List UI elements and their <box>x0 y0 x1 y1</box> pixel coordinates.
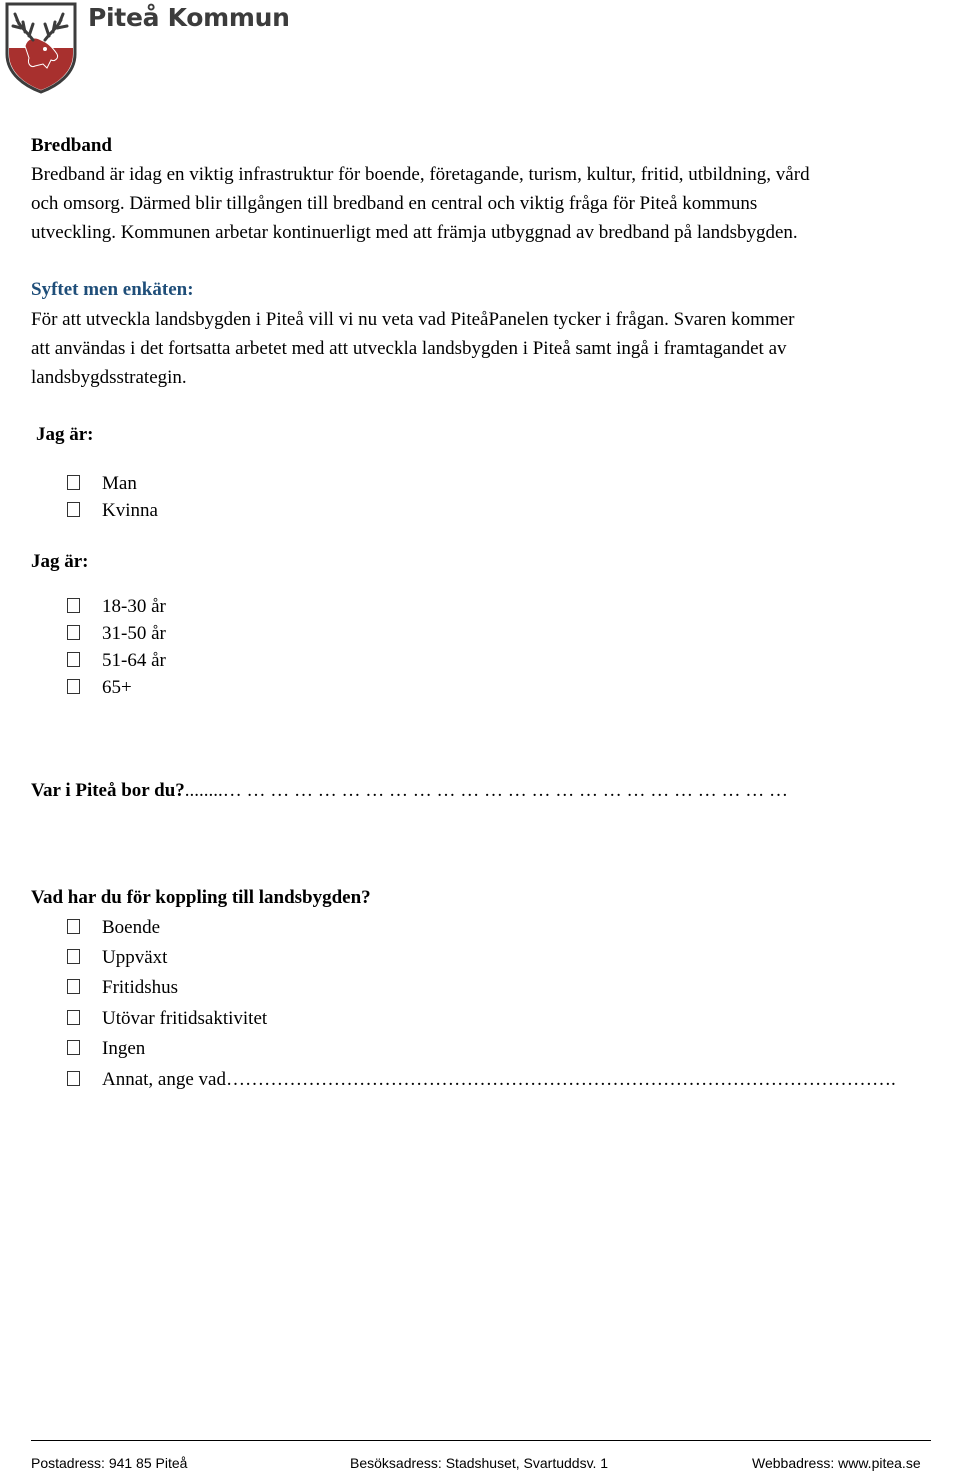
option-label: Fritidshus <box>102 977 179 998</box>
footer-divider <box>31 1440 931 1441</box>
checkbox[interactable] <box>67 1010 80 1025</box>
syfte-line: landsbygdsstrategin. <box>31 367 187 388</box>
syfte-heading: Syftet men enkäten: <box>31 279 194 300</box>
syfte-line: För att utveckla landsbygden i Piteå vill vi nu veta vad PiteåPanelen tycker i frågan. Svaren kommer <box>31 309 795 330</box>
checkbox[interactable] <box>67 919 80 934</box>
checkbox[interactable] <box>67 625 80 640</box>
connection-option-annat[interactable] <box>67 1068 896 1092</box>
option-label: Utövar fritidsaktivitet <box>102 1008 268 1029</box>
footer-webbadress[interactable]: Webbadress: www.pitea.se <box>752 1455 921 1471</box>
footer-postadress: Postadress: 941 85 Piteå <box>31 1455 188 1471</box>
bredband-line: och omsorg. Därmed blir tillgången till bredband en central och viktig fråga för Piteå kommuns <box>31 193 758 214</box>
option-label: 18-30 år <box>102 596 166 617</box>
checkbox[interactable] <box>67 652 80 667</box>
option-label: 31-50 år <box>102 623 166 644</box>
checkbox[interactable] <box>67 949 80 964</box>
age-option-31-50[interactable] <box>67 622 166 646</box>
brand-name: Piteå Kommun <box>88 3 290 32</box>
location-answer-line[interactable]: ........… … … … … … … … … … … … … … … … … … … … … … … … <box>184 780 789 801</box>
gender-option-kvinna[interactable] <box>67 499 158 523</box>
connection-question-label: Vad har du för koppling till landsbygden? <box>31 887 371 908</box>
connection-option-uppvaxt[interactable] <box>67 946 167 970</box>
option-label: 51-64 år <box>102 650 166 671</box>
checkbox[interactable] <box>67 1040 80 1055</box>
age-option-65-plus[interactable] <box>67 676 132 700</box>
option-label: Ingen <box>102 1038 146 1059</box>
footer-besoksadress: Besöksadress: Stadshuset, Svartuddsv. 1 <box>350 1455 609 1471</box>
connection-option-fritidsaktivitet[interactable] <box>67 1007 267 1031</box>
option-label: Man <box>102 473 137 494</box>
checkbox[interactable] <box>67 475 80 490</box>
option-label: Kvinna <box>102 500 158 521</box>
age-option-18-30[interactable] <box>67 595 166 619</box>
age-question-label: Jag är: <box>31 551 89 572</box>
checkbox[interactable] <box>67 502 80 517</box>
connection-option-boende[interactable] <box>67 916 160 940</box>
bredband-line: utveckling. Kommunen arbetar kontinuerligt med att främja utbyggnad av bredband på landsbygden. <box>31 222 798 243</box>
gender-question-label: Jag är: <box>36 424 94 445</box>
location-question-label: Var i Piteå bor du? <box>31 780 185 801</box>
checkbox[interactable] <box>67 1071 80 1086</box>
reindeer-crest-icon <box>5 2 77 94</box>
option-label: Uppväxt <box>102 947 168 968</box>
location-question[interactable] <box>31 779 788 803</box>
checkbox[interactable] <box>67 979 80 994</box>
bredband-line: Bredband är idag en viktig infrastruktur för boende, företagande, turism, kultur, fritid, utbildning, vård <box>31 164 810 185</box>
other-answer-line[interactable]: ……………………………………………………………………………………………. <box>225 1069 896 1090</box>
connection-option-fritidshus[interactable] <box>67 976 178 1000</box>
bredband-paragraph <box>31 160 931 247</box>
option-label: Boende <box>102 917 161 938</box>
syfte-line: att användas i det fortsatta arbetet med att utveckla landsbygden i Piteå samt ingå i framtagandet av <box>31 338 787 359</box>
age-option-51-64[interactable] <box>67 649 166 673</box>
bredband-heading: Bredband <box>31 135 112 156</box>
gender-option-man[interactable] <box>67 472 137 496</box>
checkbox[interactable] <box>67 679 80 694</box>
connection-option-ingen[interactable] <box>67 1037 145 1061</box>
option-label: Annat, ange vad <box>102 1069 226 1090</box>
checkbox[interactable] <box>67 598 80 613</box>
syfte-paragraph <box>31 305 931 392</box>
option-label: 65+ <box>102 677 132 698</box>
